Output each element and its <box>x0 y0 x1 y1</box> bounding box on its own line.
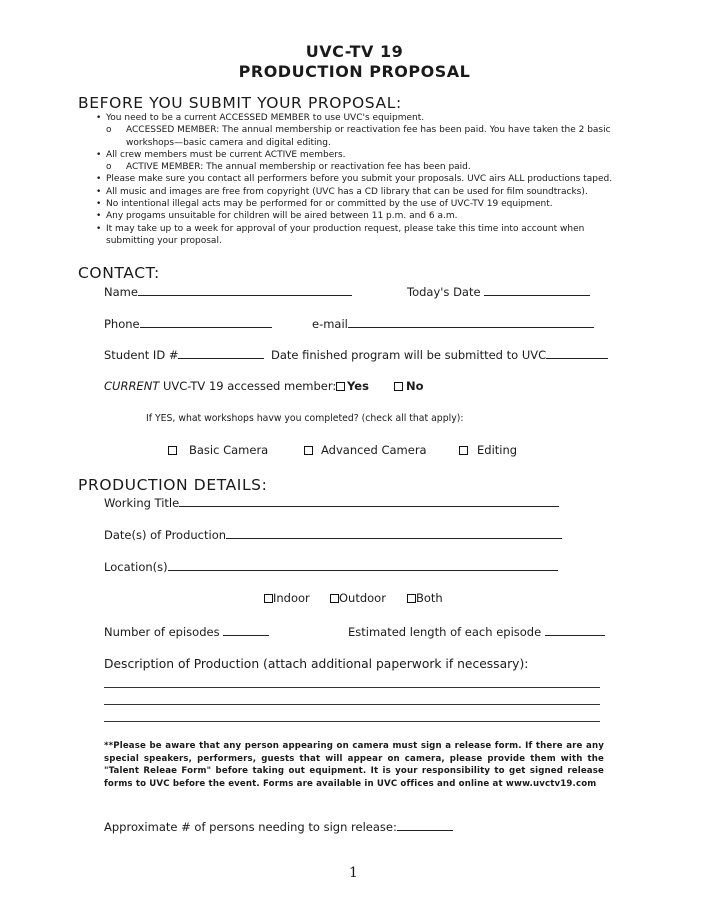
release-count-input-line[interactable] <box>397 819 453 831</box>
both-checkbox[interactable] <box>407 594 416 603</box>
advanced-camera-option[interactable] <box>304 443 427 457</box>
today-date-input-line[interactable] <box>484 284 590 296</box>
sub-item: o ACCESSED MEMBER: The annual membership or reactivation fee has been paid. You have taken the 2 basic <box>106 125 611 136</box>
bullet-item: • No intentional illegal acts may be performed for or committed by the use of UVC-TV 19 equipment. <box>96 199 553 210</box>
advanced-camera-label: Advanced Camera <box>321 443 427 457</box>
production-dates-input-line[interactable] <box>226 527 562 539</box>
editing-checkbox[interactable] <box>459 446 468 455</box>
episode-length-label: Estimated length of each episode <box>348 625 542 639</box>
student-id-label: Student ID # <box>104 348 179 362</box>
current-label: CURRENT <box>104 379 160 393</box>
section-before-heading: BEFORE YOU SUBMIT YOUR PROPOSAL: <box>78 94 402 112</box>
both-label: Both <box>416 591 443 605</box>
date-finished-label: Date finished program will be submitted to UVC <box>271 348 547 362</box>
basic-camera-option[interactable] <box>168 443 268 457</box>
working-title-input-line[interactable] <box>179 495 559 507</box>
date-finished-input-line[interactable] <box>546 347 608 359</box>
email-input-line[interactable] <box>348 316 594 328</box>
sub-item: o ACTIVE MEMBER: The annual membership or reactivation fee has been paid. <box>106 162 471 173</box>
both-option[interactable] <box>407 591 443 605</box>
phone-label: Phone <box>104 317 140 331</box>
outdoor-option[interactable] <box>330 591 386 605</box>
locations-label: Location(s) <box>104 560 168 574</box>
email-label: e-mail <box>312 317 348 331</box>
outdoor-checkbox[interactable] <box>330 594 339 603</box>
locations-field[interactable] <box>104 559 558 574</box>
name-field[interactable] <box>104 284 352 299</box>
no-option[interactable] <box>394 379 424 393</box>
working-title-label: Working Title <box>104 496 180 510</box>
production-dates-field[interactable] <box>104 527 562 542</box>
bullet-item: • You need to be a current ACCESSED MEMBER to use UVC's equipment. <box>96 113 425 123</box>
phone-field[interactable] <box>104 316 272 331</box>
section-contact-heading: CONTACT: <box>78 264 160 282</box>
no-label: No <box>406 379 424 393</box>
date-finished-field[interactable] <box>271 347 608 362</box>
yes-option[interactable] <box>336 379 369 393</box>
sub-item-cont: workshops—basic camera and digital editing. <box>126 137 331 148</box>
release-count-label: Approximate # of persons needing to sign release: <box>104 820 397 834</box>
page-number: 1 <box>349 865 358 881</box>
bullet-item: • All music and images are free from copyright (UVC has a CD library that can be used for film soundtracks). <box>96 186 588 197</box>
section-production-heading: PRODUCTION DETAILS: <box>78 476 268 494</box>
indoor-checkbox[interactable] <box>264 594 273 603</box>
description-line-1[interactable] <box>104 687 600 688</box>
indoor-option[interactable] <box>264 591 310 605</box>
bullet-item-cont: submitting your proposal. <box>106 235 222 246</box>
email-field[interactable] <box>312 316 594 331</box>
episodes-label: Number of episodes <box>104 625 220 639</box>
today-date-label: Today's Date <box>407 285 481 299</box>
basic-camera-label: Basic Camera <box>189 443 269 457</box>
yes-label: Yes <box>347 379 369 393</box>
production-dates-label: Date(s) of Production <box>104 528 227 542</box>
name-label: Name <box>104 285 138 299</box>
no-checkbox[interactable] <box>394 382 403 391</box>
workshops-question: If YES, what workshops havw you completed? (check all that apply): <box>146 413 464 424</box>
indoor-label: Indoor <box>273 591 310 605</box>
episode-length-field[interactable] <box>348 624 605 639</box>
editing-label: Editing <box>477 443 518 457</box>
title-line-2: PRODUCTION PROPOSAL <box>238 62 471 81</box>
today-date-field[interactable] <box>407 284 590 299</box>
locations-input-line[interactable] <box>168 559 558 571</box>
episode-length-input-line[interactable] <box>545 624 605 636</box>
bullet-item: • Please make sure you contact all performers before you submit your proposals. UVC airs ALL productions taped. <box>96 174 613 185</box>
yes-checkbox[interactable] <box>336 382 345 391</box>
student-id-input-line[interactable] <box>178 347 264 359</box>
release-count-field[interactable] <box>104 819 453 834</box>
basic-camera-checkbox[interactable] <box>168 446 177 455</box>
bullet-item: • All crew members must be current ACTIVE members. <box>96 149 346 160</box>
phone-input-line[interactable] <box>140 316 272 328</box>
advanced-camera-checkbox[interactable] <box>304 446 313 455</box>
before-list <box>96 112 612 247</box>
name-input-line[interactable] <box>138 284 352 296</box>
bullet-item: • It may take up to a week for approval of your production request, please take this time into account when <box>96 223 585 234</box>
editing-option[interactable] <box>459 443 517 457</box>
description-line-2[interactable] <box>104 704 600 705</box>
accessed-member-row <box>104 379 336 393</box>
outdoor-label: Outdoor <box>339 591 386 605</box>
description-line-3[interactable] <box>104 721 600 722</box>
accessed-member-label: UVC-TV 19 accessed member: <box>159 379 337 393</box>
student-id-field[interactable] <box>104 347 264 362</box>
bullet-item: • Any progams unsuitable for children will be aired between 11 p.m. and 6 a.m. <box>96 211 458 222</box>
title-line-1: UVC-TV 19 <box>305 42 404 61</box>
description-label: Description of Production (attach additional paperwork if necessary): <box>104 657 529 671</box>
episodes-input-line[interactable] <box>223 624 269 636</box>
episodes-field[interactable] <box>104 624 269 639</box>
working-title-field[interactable] <box>104 495 559 510</box>
release-form-notice: **Please be aware that any person appearing on camera must sign a release form. If there are any special speakers, performers, guests that will appear on camera, please provide them with the "Talent Releae Form" before taking out equipment. It is your responsibility to get signed release forms to UVC before the event. Forms are available in UVC offices and online at www.uvctv19.com <box>104 741 604 789</box>
